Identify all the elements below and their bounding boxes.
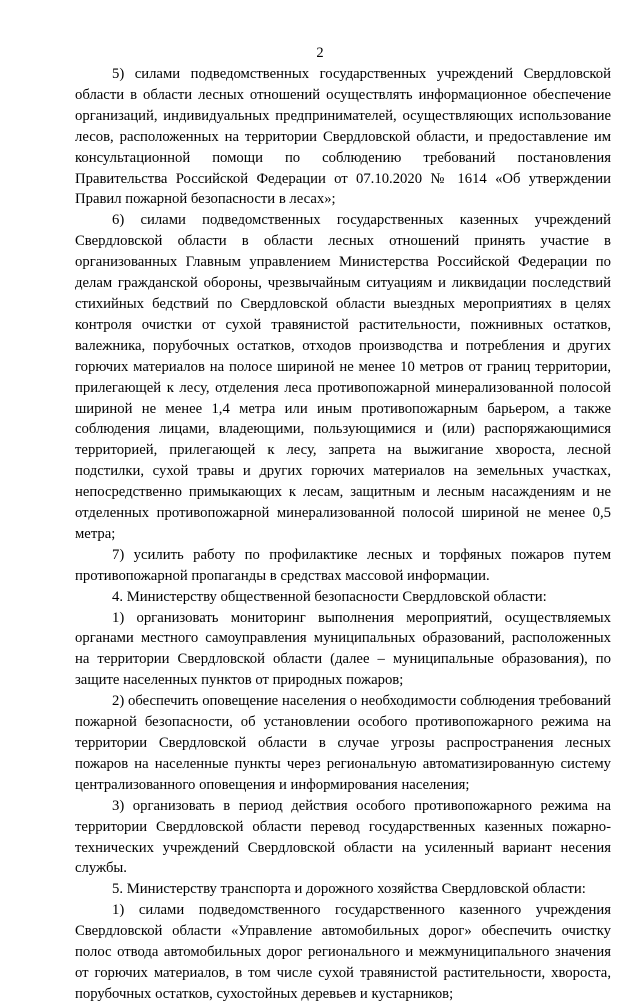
paragraph-item-5-1: 1) силами подведомственного государственного казенного учреждения Свердловской области «Управление автомобильных дорог» обеспечить очистку полос отвода автомобильных дорог регионального и межмуниципального значения от горючих материалов, в том числе сухой травянистой растительности, хвороста, порубочных остатков, сухостойных деревьев и кустарников; bbox=[75, 902, 611, 1002]
paragraph-item-5: 5) силами подведомственных государственных учреждений Свердловской области в области лесных отношений осуществлять информационное обеспечение организаций, индивидуальных предпринимателей, осуществляющих использование лесов, расположенных на территории Свердловской области, и предоставление им консультационной помощи по соблюдению требований постановления Правительства Российской Федерации от 07.10.2020 № 1614 «Об утверждении Правил пожарной безопасности в лесах»; bbox=[75, 66, 611, 208]
paragraph-item-4-1: 1) организовать мониторинг выполнения мероприятий, осуществляемых органами местного самоуправления муниципальных образований, расположенных на территории Свердловской области (далее – муниципальные образования), по защите населенных пунктов от природных пожаров; bbox=[75, 609, 611, 689]
page-number: 2 bbox=[316, 45, 324, 61]
paragraph-item-7: 7) усилить работу по профилактике лесных и торфяных пожаров путем противопожарной пропаганды в средствах массовой информации. bbox=[75, 546, 611, 584]
document-body bbox=[75, 64, 611, 1005]
paragraph-item-6: 6) силами подведомственных государственных казенных учреждений Свердловской области в области лесных отношений принять участие в организованных Главным управлением Министерства Российской Федерации по делам гражданской обороны, чрезвычайным ситуациям и ликвидации последствий стихийных бедствий по Свердловской области выездных мероприятиях в целях контроля очистки от сухой травянистой растительности, пожнивных остатков, валежника, порубочных остатков, отходов производства и потребления и других горючих материалов на полосе шириной не менее 10 метров от границ территории, прилегающей к лесу, отделения леса противопожарной минерализованной полосой шириной не менее 1,4 метра или иным противопожарным барьером, а также соблюдения лицами, владеющими, пользующимися и (или) распоряжающимися территорией, прилегающей к лесу, запрета на выжигание хвороста, лесной подстилки, сухой травы и других горючих материалов на земельных участках, непосредственно примыкающих к лесам, защитным и лесным насаждениям и не отделенных противопожарной минерализованной полосой шириной не менее 0,5 метра; bbox=[75, 212, 611, 542]
section-heading-5: 5. Министерству транспорта и дорожного хозяйства Свердловской области: bbox=[112, 881, 586, 898]
section-heading-4: 4. Министерству общественной безопасности Свердловской области: bbox=[112, 588, 547, 605]
paragraph-item-4-2: 2) обеспечить оповещение населения о необходимости соблюдения требований пожарной безопасности, об установлении особого противопожарного режима на территории Свердловской области в случае угрозы распространения лесных пожаров на населенные пункты через региональную автоматизированную систему централизованного оповещения и информирования населения; bbox=[75, 693, 611, 793]
paragraph-item-4-3: 3) организовать в период действия особого противопожарного режима на территории Свердловской области перевод государственных казенных пожарно-технических учреждений Свердловской области на усиленный вариант несения службы. bbox=[75, 797, 611, 877]
